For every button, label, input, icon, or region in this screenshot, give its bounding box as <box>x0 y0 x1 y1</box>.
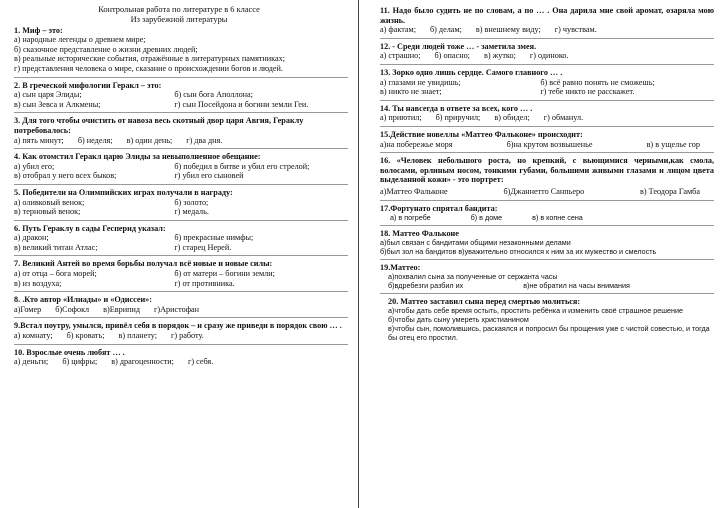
option-b: б)был зол на бандитов <box>380 246 457 256</box>
option-b: б) неделя; <box>77 135 113 145</box>
option-b: б) приручил; <box>435 113 481 123</box>
divider <box>380 259 714 260</box>
question-15 <box>380 130 714 149</box>
question-12 <box>380 42 714 61</box>
option-b: б)на крутом возвышенье <box>506 139 593 149</box>
options-bc <box>380 247 714 256</box>
divider <box>14 148 348 149</box>
option-c: в) драгоценности; <box>111 357 174 367</box>
divider <box>14 255 348 256</box>
question-text: 17.Фортунато спрятал бандита: <box>380 203 498 213</box>
option-c: в) отобрал у него всех быков; <box>14 171 117 181</box>
option-a: а)похвалил сына за полученные от сержанта часы <box>388 271 558 281</box>
option-a: а) от отца – бога морей; <box>14 269 97 279</box>
question-11 <box>380 6 714 35</box>
question-5 <box>14 188 348 217</box>
question-6 <box>14 224 348 253</box>
option-a: а)был связан с бандитами общими незаконными делами <box>380 237 571 247</box>
option-a: а) сын царя Элиды; <box>14 90 82 100</box>
option-d: г) убил его сыновей <box>174 171 244 181</box>
option-b: б) прекрасные нимфы; <box>174 233 254 243</box>
option-d: г) одиноко. <box>529 51 569 61</box>
question-text: 6. Путь Гераклу в сады Гесперид указал: <box>14 223 166 233</box>
question-13 <box>380 68 714 97</box>
page-header <box>0 5 358 25</box>
option-a: а) страшно; <box>380 51 421 61</box>
option-c: в)уважительно относился к ним за их мужество и смелость <box>458 246 657 256</box>
divider <box>380 152 714 153</box>
option-a: а) пять минут; <box>14 135 64 145</box>
question-text: 16. «Человек небольшого роста, но крепкий, с вьющимися черными,как смола, волосами, орлиным носом, тонкими губами, большими живыми глазами и лицом цвета выделанной кожи» - это портрет: <box>380 156 714 185</box>
left-page <box>0 0 359 508</box>
divider <box>380 126 714 127</box>
question-3 <box>14 116 348 145</box>
option-a: а) комнату; <box>14 331 53 341</box>
option-a: а)Гомер <box>14 304 42 314</box>
question-8 <box>14 295 348 314</box>
option-a: а) в погребе <box>390 212 431 222</box>
question-text: 18. Маттео Фальконе <box>380 228 459 238</box>
option-c: в) терновый венок; <box>14 207 81 217</box>
option-a: а) дракон; <box>14 233 49 243</box>
option-c: в) великий титан Атлас; <box>14 242 98 252</box>
option-a: а) деньги; <box>14 357 49 367</box>
question-text: 3. Для того чтобы очистить от навоза весь скотный двор царя Авгия, Гераклу потребовалось: <box>14 116 304 135</box>
option-c: в) в копне сена <box>532 212 583 222</box>
divider <box>380 225 714 226</box>
option-a: а) приютил; <box>380 113 422 123</box>
divider <box>380 200 714 201</box>
question-text: 5. Победители на Олимпийских играх получали в награду: <box>14 187 233 197</box>
option-d: г) чувствам. <box>554 25 597 35</box>
option-b: б) в доме <box>470 212 503 222</box>
divider <box>380 64 714 65</box>
option-d: г) старец Нерей. <box>174 242 232 252</box>
option-a: а)на побережье моря <box>380 139 453 149</box>
question-18 <box>380 229 714 256</box>
question-text: 12. - Среди людей тоже … - заметила змея. <box>380 41 537 51</box>
option-a: а) убил его; <box>14 161 55 171</box>
option-c: в) никто не знает; <box>380 87 442 97</box>
divider <box>380 100 714 101</box>
question-16 <box>380 156 714 196</box>
option-a: а) народные легенды о древнем мире; <box>14 35 146 45</box>
option-d: г) обманул. <box>543 113 584 123</box>
question-text: 9.Встал поутру, умылся, привёл себя в порядок – и сразу же приведи в порядок свою … . <box>14 321 342 331</box>
divider <box>380 293 714 294</box>
question-14 <box>380 104 714 123</box>
question-text: 2. В греческой мифологии Геракл – это: <box>14 80 162 90</box>
option-c: в)Еврипид <box>103 304 141 314</box>
option-c: в) жутко; <box>483 51 516 61</box>
option-d: г) представления человека о мире, сказание о происхождении богов и людей. <box>14 63 283 73</box>
option-b: б) опасно; <box>434 51 470 61</box>
question-text: 4. Как отомстил Геракл царю Элиды за невыполненное обещание: <box>14 152 261 162</box>
question-text: 14. Ты навсегда в ответе за всех, кого … . <box>380 103 533 113</box>
question-text: 7. Великий Антей во время борьбы получал всё новые и новые силы: <box>14 259 273 269</box>
option-d: г) себя. <box>187 357 214 367</box>
page-subtitle: Из зарубежной литературы <box>130 14 228 24</box>
question-text: 20. Маттео заставил сына перед смертью молиться: <box>388 296 581 306</box>
option-c: в) сын Зевса и Алкмены; <box>14 99 101 109</box>
option-b: б)вдребезги разбил их <box>388 280 464 290</box>
page-title: Контрольная работа по литературе в 6 классе <box>98 5 260 14</box>
option-c: в) Теодора Гамба <box>639 186 700 196</box>
question-4 <box>14 152 348 181</box>
option-b: б) делам; <box>429 25 462 35</box>
divider <box>14 291 348 292</box>
option-d: г) от противника. <box>174 278 235 288</box>
question-1 <box>14 26 348 74</box>
question-17 <box>380 204 714 222</box>
option-b: б)Джаннетто Санпьеро <box>503 186 585 196</box>
option-c: в) обидел; <box>494 113 530 123</box>
option-c: в) планету; <box>118 331 157 341</box>
divider <box>14 220 348 221</box>
option-b: б) кровать; <box>66 331 105 341</box>
question-text: 13. Зорко одно лишь сердце. Самого главного … . <box>380 67 563 77</box>
option-a: а) фактам; <box>380 25 416 35</box>
option-a: а) оливковый венок; <box>14 197 85 207</box>
question-text: 19.Маттео: <box>380 262 421 272</box>
option-c: в)чтобы сын, помолившись, раскаялся и попросил бы прощения уже с чистой совестью, и тогда бы отец его простил. <box>388 323 710 342</box>
option-b: б)чтобы дать сыну умереть христианином <box>388 314 529 324</box>
option-d: г) сын Посейдона и богини земли Геи. <box>174 99 309 109</box>
option-b: б) сын бога Аполлона; <box>174 90 253 100</box>
question-2 <box>14 81 348 110</box>
question-text: 11. Надо было судить не по словам, а по … . Она дарила мне свой аромат, озаряла мою жизнь. <box>380 6 714 25</box>
option-b: б) победил в битве и убил его стрелой; <box>174 161 310 171</box>
option-d: г) работу. <box>171 331 204 341</box>
option-d: г)Аристофан <box>154 304 200 314</box>
divider <box>14 344 348 345</box>
question-7 <box>14 259 348 288</box>
option-b: б) золото; <box>174 197 209 207</box>
option-d: г) медаль. <box>174 207 209 217</box>
option-d: г) тебе никто не расскажет. <box>540 87 635 97</box>
divider <box>380 38 714 39</box>
divider <box>14 317 348 318</box>
option-b: б) всё равно понять не сможешь; <box>540 77 655 87</box>
question-10 <box>14 348 348 367</box>
option-d: г) два дня. <box>186 135 223 145</box>
divider <box>14 112 348 113</box>
question-19 <box>380 263 714 290</box>
option-a: а)Маттео Фальконе <box>380 186 448 196</box>
right-page <box>360 0 720 508</box>
option-c: в)не обратил на часы внимания <box>523 280 630 290</box>
option-c: в) один день; <box>126 135 173 145</box>
divider <box>14 184 348 185</box>
question-text: 10. Взрослые очень любят … . <box>14 347 125 357</box>
option-c: в) внешнему виду; <box>475 25 541 35</box>
option-a: а) глазами не увидишь; <box>380 77 461 87</box>
question-text: 15.Действие новеллы «Маттео Фальконе» происходит: <box>380 129 583 139</box>
option-b: б) цифры; <box>62 357 98 367</box>
option-b: б) сказочное представление о жизни древних людей; <box>14 44 198 54</box>
question-text: 1. Миф – это: <box>14 25 63 35</box>
option-c: в) из воздуха; <box>14 278 62 288</box>
option-a: а)чтобы дать себе время остыть, простить ребёнка и изменить своё страшное решение <box>388 305 684 315</box>
question-20 <box>380 297 714 342</box>
question-text: 8. .Кто автор «Илиады» и «Одиссеи»: <box>14 295 152 305</box>
option-b: б)Софокл <box>55 304 90 314</box>
option-b: б) от матери – богини земли; <box>174 269 275 279</box>
divider <box>14 77 348 78</box>
option-c: в) в ущелье гор <box>646 139 700 149</box>
question-9 <box>14 321 348 340</box>
option-c: в) реальные исторические события, отражённые в литературных памятниках; <box>14 54 286 64</box>
